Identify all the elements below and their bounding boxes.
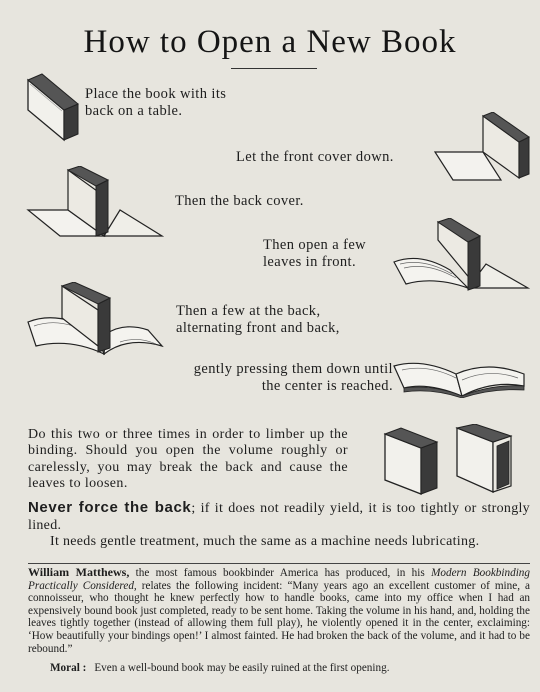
warning-bold: Never force the back: [28, 499, 192, 516]
book-opened-center-icon: [392, 356, 528, 398]
section-divider: [28, 563, 530, 564]
gentle-treatment-text: It needs gentle treatment, much the same as a machine needs lubricating.: [50, 534, 480, 549]
quote-body: “Many years ago an excellent customer of mine, a connoisseur, who thought he knew perfectly how to handle books, came into my office when I had an expensively bound book just completed, ready to be sent home. Taking the volume in his hand, and, holding the leaves tightly together (instead of allowing them full play), he violently opened it in the center, exclaiming: ‘How beautifully your bindings open!’ I almost fainted. He had broken the back of the volume, and it had to be rebound.”: [28, 579, 531, 655]
leaves-alternating-icon: [24, 282, 166, 357]
step-3-text: Then the back cover.: [175, 193, 304, 209]
step-1-text: Place the book with its back on a table.: [85, 86, 227, 119]
moral-text: Even a well-bound book may be easily ruined at the first opening.: [94, 662, 390, 674]
leaves-open-front-icon: [390, 218, 530, 293]
closed-book-spine-down-icon: [24, 70, 84, 145]
step-2-text: Let the front cover down.: [236, 149, 394, 165]
both-covers-down-icon: [24, 166, 164, 241]
title-divider: [231, 68, 317, 69]
quote-intro: the most famous bookbinder America has produced, in his: [135, 567, 425, 579]
instruction-paragraph: Do this two or three times in order to limber up the binding. Should you open the volume roughly or carelessly, you may break the back and cause the leaves to loosen.: [28, 427, 348, 491]
closed-book-upright-icon: [453, 424, 515, 496]
quote-book-title: Modern Bookbinding Practically Considered,: [28, 567, 530, 592]
quote-paragraph: [28, 566, 530, 655]
page-title: How to Open a New Book: [83, 24, 457, 60]
warning-rest: ; if it does not readily yield, it is too tightly or strongly lined.: [28, 501, 530, 533]
step-6-text: gently pressing them down until the center is reached.: [193, 361, 393, 394]
moral-label: Moral :: [50, 662, 87, 674]
step-5-text: Then a few at the back, alternating front and back,: [176, 303, 340, 336]
closed-book-icon: [381, 424, 441, 499]
quote-intro-end: relates the following incident:: [141, 579, 283, 592]
moral-line: [50, 662, 530, 674]
quote-author: William Matthews,: [28, 565, 130, 579]
front-cover-down-icon: [433, 112, 533, 187]
warning-paragraph: [28, 500, 530, 551]
step-4-text: Then open a few leaves in front.: [263, 237, 367, 270]
